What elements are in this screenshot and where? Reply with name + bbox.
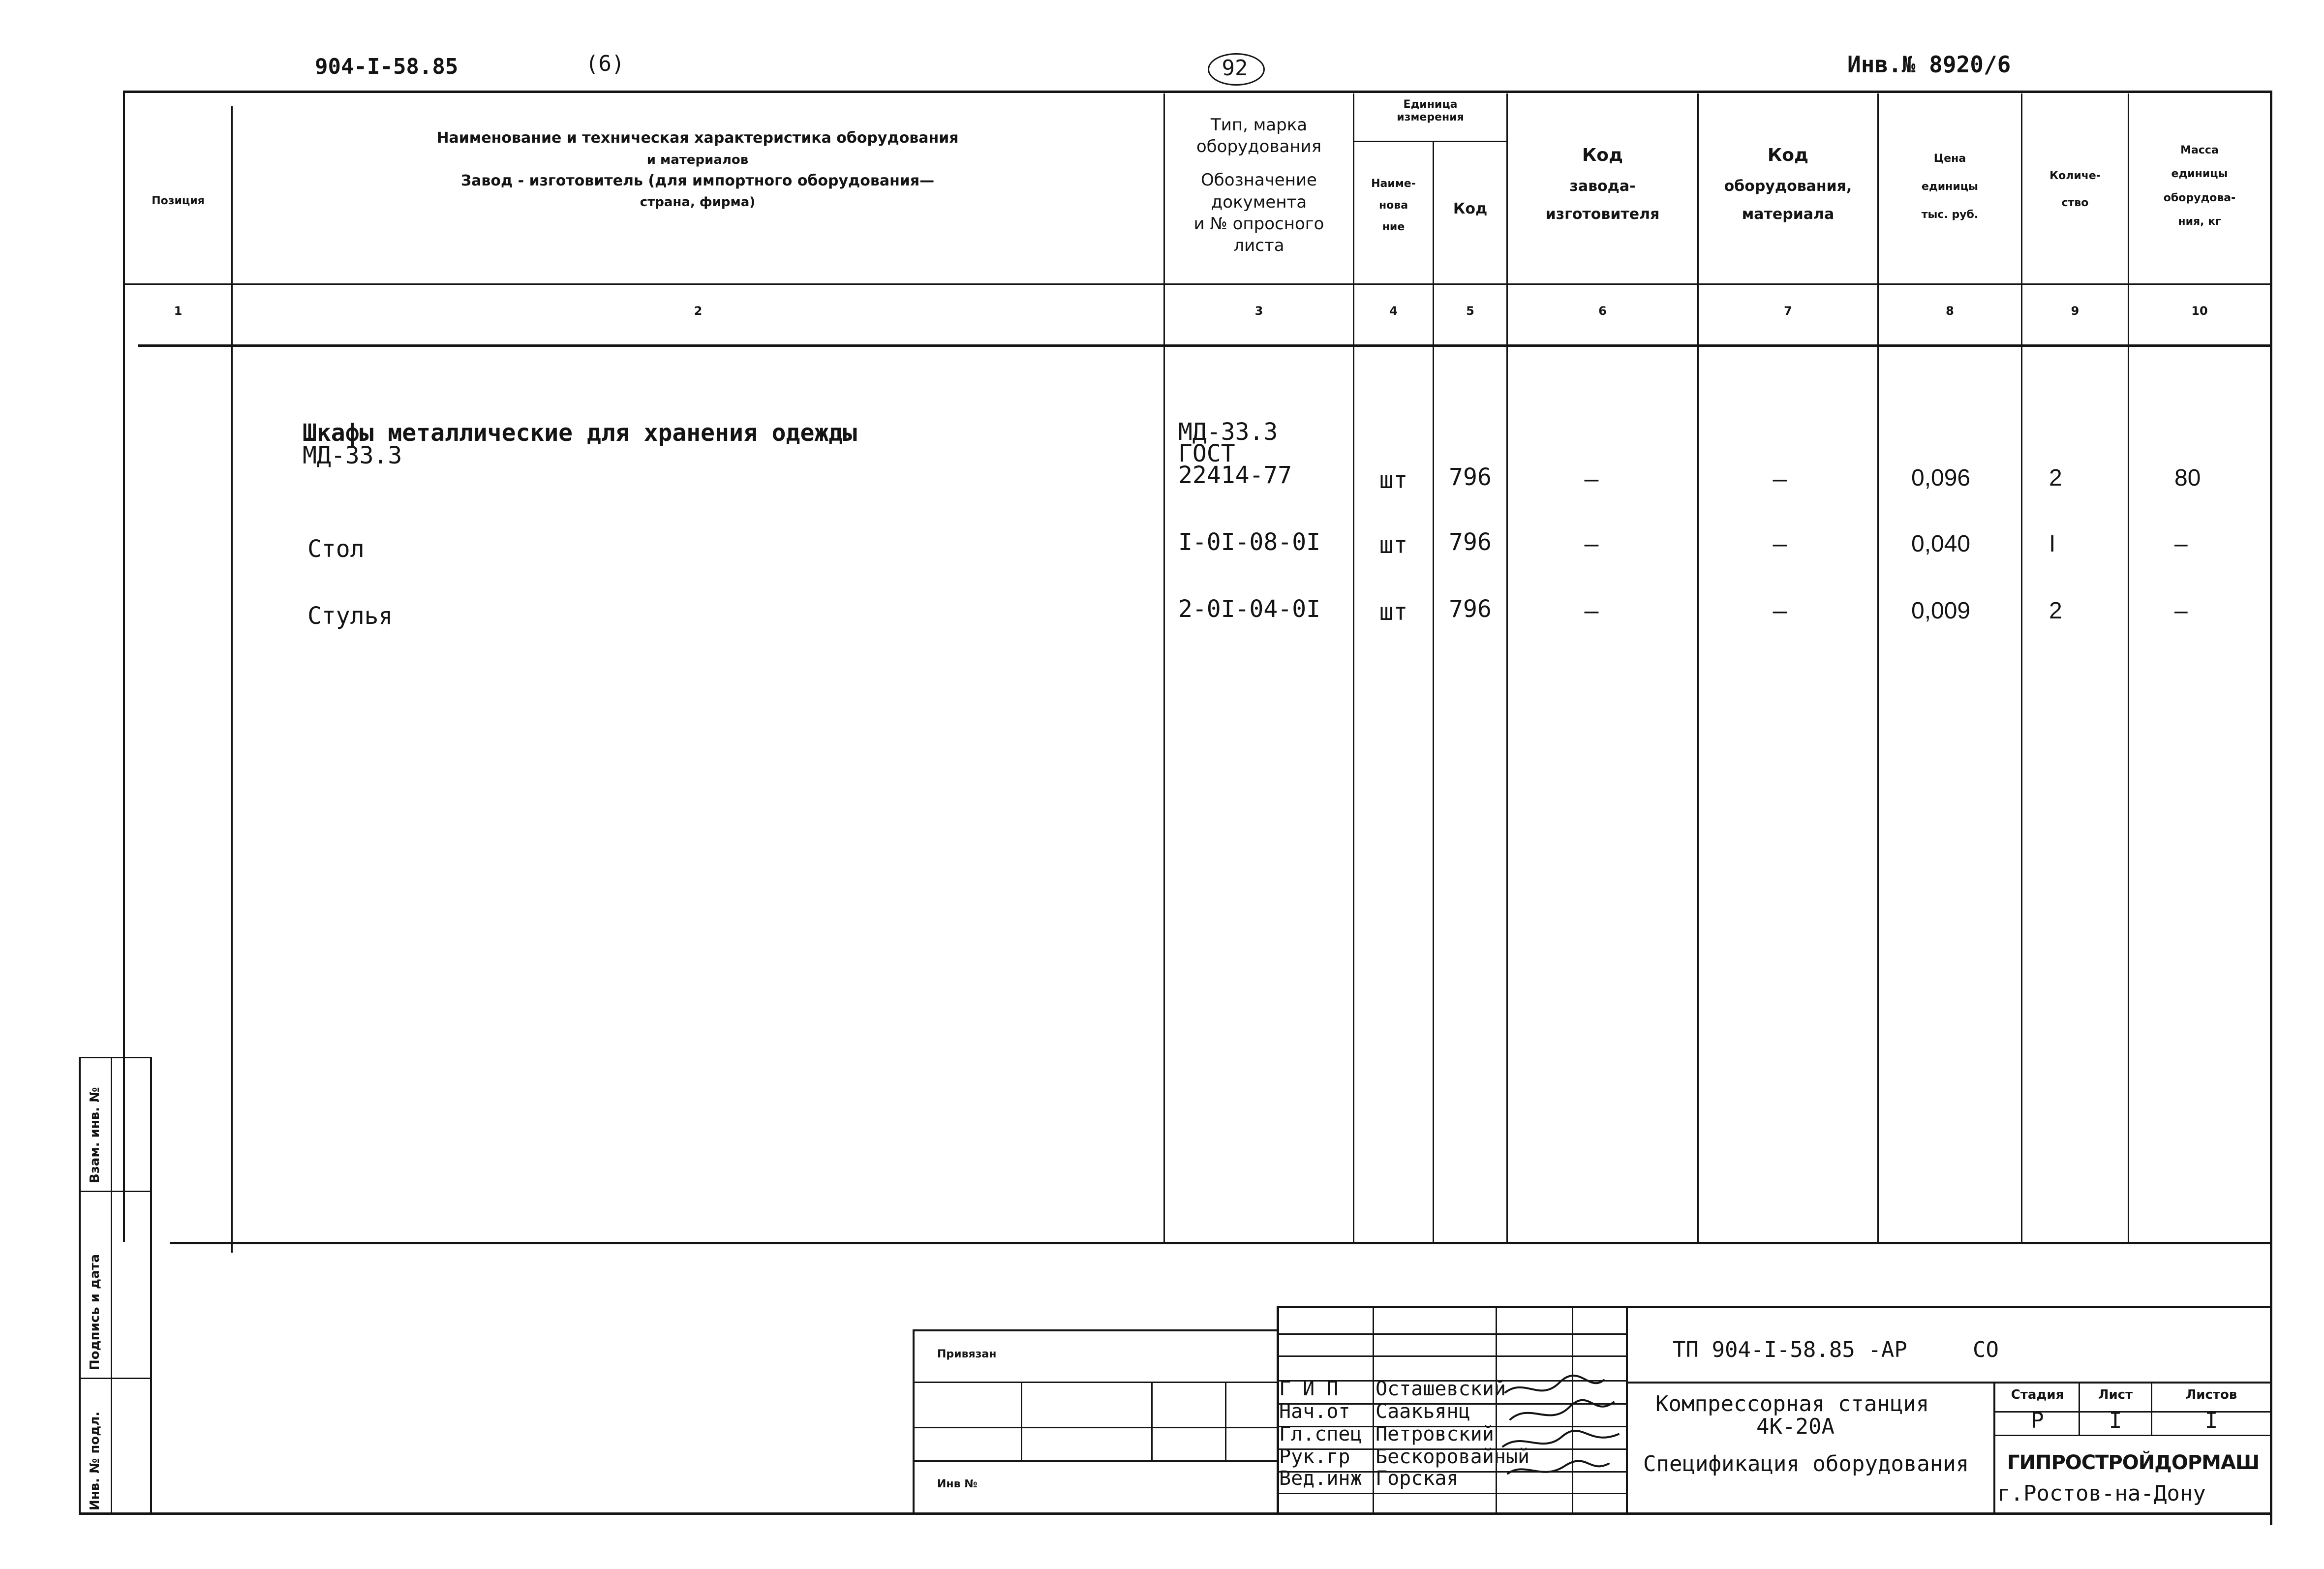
row-2-doc: I-0I-08-0I xyxy=(1178,528,1320,556)
doc-title-col xyxy=(1993,1382,1995,1514)
row-2-material: – xyxy=(1773,530,1787,558)
side-stamp-line xyxy=(79,1378,152,1379)
row-3-price: 0,009 xyxy=(1911,598,1971,624)
column-divider xyxy=(2021,93,2022,1242)
privyazan-inv-label: Инв № xyxy=(937,1478,978,1490)
row-1-factory: – xyxy=(1584,465,1599,493)
table-top-border xyxy=(123,91,2272,93)
header-unit-name-line3: ние xyxy=(1382,221,1405,233)
sheets-value: I xyxy=(2204,1408,2218,1433)
column-divider xyxy=(1877,93,1879,1242)
privyazan-col xyxy=(1225,1382,1226,1460)
name-ostashevsky: Осташевский xyxy=(1376,1378,1506,1400)
role-gl-spec: Гл.спец xyxy=(1279,1423,1362,1446)
row-1-doc-line2: ГОСТ xyxy=(1178,440,1235,467)
header-type-line1: Тип, марка xyxy=(1210,115,1308,135)
header-name-line3: Завод - изготовитель (для импортного оборудования— xyxy=(460,172,935,189)
header-factory-line2: завода- xyxy=(1569,178,1636,195)
header-price-line3: тыс. руб. xyxy=(1921,209,1979,221)
header-mass-line1: Масса xyxy=(2180,144,2219,156)
document-code: 904-I-58.85 xyxy=(315,54,459,79)
column-number: 3 xyxy=(1254,304,1263,318)
side-stamp-top xyxy=(79,1057,152,1058)
header-material-line2: оборудования, xyxy=(1724,178,1852,195)
header-quantity xyxy=(2022,162,2128,216)
row-2-unit: шт xyxy=(1379,531,1408,559)
inventory-number: Инв.№ 8920/6 xyxy=(1847,51,2011,78)
header-unit xyxy=(1354,98,1506,124)
side-stamp-line xyxy=(79,1191,152,1192)
privyazan-top xyxy=(913,1329,1277,1331)
header-unit-line2: измерения xyxy=(1397,111,1464,124)
frame-inner-left xyxy=(150,1057,152,1514)
designation-code: СО xyxy=(1973,1337,1999,1362)
row-1-name-line1: Шкафы металлические для хранения одежды xyxy=(303,419,857,447)
row-3-qty: 2 xyxy=(2049,598,2062,624)
row-1-unit: шт xyxy=(1379,466,1408,494)
title-block-top xyxy=(1277,1306,2272,1308)
privyazan-row xyxy=(913,1382,1277,1383)
title-block-row xyxy=(1277,1355,1628,1357)
stage-value: Р xyxy=(2031,1408,2044,1433)
row-2-mass: – xyxy=(2174,531,2188,557)
colnum-separator xyxy=(138,344,2272,347)
frame-bottom xyxy=(79,1512,2272,1515)
column-number: 1 xyxy=(174,304,183,318)
column-divider xyxy=(1697,93,1699,1242)
row-2-price: 0,040 xyxy=(1911,531,1971,557)
name-saakyants: Саакьянц xyxy=(1376,1400,1470,1423)
signatures xyxy=(1496,1373,1628,1506)
header-mass xyxy=(2129,139,2270,234)
unit-subheader-line xyxy=(1353,141,1508,142)
row-1-name-line2: МД-33.3 xyxy=(303,442,402,469)
header-type-line2: оборудования xyxy=(1196,137,1322,157)
row-1-code: 796 xyxy=(1449,463,1492,491)
row-1-material: – xyxy=(1773,465,1787,493)
designation-separator xyxy=(1626,1382,2272,1384)
object-name-line2: 4К-20А xyxy=(1756,1414,1835,1439)
column-number: 10 xyxy=(2191,304,2208,318)
row-3-unit: шт xyxy=(1379,598,1408,626)
title-block-col xyxy=(1373,1306,1374,1514)
header-position: Позиция xyxy=(152,195,205,207)
header-factory-line3: изготовителя xyxy=(1545,206,1660,223)
privyazan-col xyxy=(1021,1382,1022,1460)
row-2-name: Стол xyxy=(307,535,365,563)
privyazan-col xyxy=(1151,1382,1153,1460)
row-2-code: 796 xyxy=(1449,528,1492,556)
role-ruk-gr: Рук.гр xyxy=(1279,1446,1350,1468)
column-divider xyxy=(231,106,233,1253)
row-1-doc-line3: 22414-77 xyxy=(1178,461,1292,489)
column-divider xyxy=(1353,93,1354,1242)
header-mass-line4: ния, кг xyxy=(2178,215,2221,228)
table-left-border xyxy=(123,91,125,1242)
role-gip: Г И П xyxy=(1279,1378,1339,1400)
header-price xyxy=(1879,145,2021,229)
side-stamp-divider xyxy=(111,1057,112,1514)
column-number: 9 xyxy=(2071,304,2079,318)
designation: ТП 904-I-58.85 -АР xyxy=(1673,1337,1907,1362)
signature-scribble xyxy=(1505,1376,1604,1392)
column-number: 4 xyxy=(1389,304,1398,318)
organization-city: г.Ростов-на-Дону xyxy=(1997,1481,2206,1506)
signature-scribble xyxy=(1508,1461,1609,1474)
header-factory-line1: Код xyxy=(1582,145,1623,165)
row-3-code: 796 xyxy=(1449,595,1492,623)
name-petrovsky: Петровский xyxy=(1376,1423,1494,1446)
column-divider xyxy=(1506,93,1508,1242)
name-beskorovayny: Бескоровайный xyxy=(1376,1446,1530,1468)
role-ved-inzh: Вед.инж xyxy=(1279,1467,1362,1490)
header-doc-line4: листа xyxy=(1233,235,1284,255)
side-stamp-podpis: Подпись и дата xyxy=(88,1254,102,1370)
column-number: 7 xyxy=(1784,304,1792,318)
header-material-line3: материала xyxy=(1742,206,1835,223)
stage-label: Стадия xyxy=(2011,1387,2064,1402)
header-unit-line1: Единица xyxy=(1403,98,1458,111)
header-quantity-line1: Количе- xyxy=(2049,170,2101,182)
header-doc-line3: и № опросного xyxy=(1193,214,1324,234)
page-number: 92 xyxy=(1222,56,1248,81)
signature-scribble xyxy=(1510,1400,1614,1419)
row-3-factory: – xyxy=(1584,597,1599,625)
role-nach-otd: Нач.от xyxy=(1279,1400,1350,1423)
table-bottom-line xyxy=(170,1242,2272,1244)
header-unit-name xyxy=(1354,173,1433,238)
table-right-border xyxy=(2270,91,2272,1525)
header-name-line4: страна, фирма) xyxy=(640,195,756,210)
stage-row xyxy=(1993,1435,2272,1436)
organization-name: ГИПРОСТРОЙДОРМАШ xyxy=(2007,1451,2260,1474)
header-material-line1: Код xyxy=(1767,145,1809,165)
row-2-qty: I xyxy=(2049,531,2056,557)
header-doc-line2: документа xyxy=(1211,192,1307,212)
privyazan-row xyxy=(913,1460,1277,1462)
sheets-label: Листов xyxy=(2185,1387,2237,1402)
header-separator xyxy=(123,283,2272,285)
row-3-name: Стулья xyxy=(307,602,393,630)
row-2-factory: – xyxy=(1584,530,1599,558)
document-title: Спецификация оборудования xyxy=(1643,1451,1969,1477)
side-stamp-vzam: Взам. инв. № xyxy=(88,1087,102,1183)
column-number: 5 xyxy=(1466,304,1474,318)
side-stamp-outer xyxy=(79,1057,81,1514)
privyazan-label: Привязан xyxy=(937,1348,997,1360)
header-unit-name-line2: нова xyxy=(1378,199,1408,212)
header-doc-line1: Обозначение xyxy=(1201,170,1317,190)
column-number: 8 xyxy=(1946,304,1954,318)
column-divider xyxy=(2128,93,2129,1242)
header-material-code xyxy=(1699,139,1877,228)
sheet-value: I xyxy=(2109,1408,2122,1433)
object-name-line1: Компрессорная станция xyxy=(1655,1391,1929,1416)
header-mass-line2: единицы xyxy=(2171,168,2228,181)
sheet-label: Лист xyxy=(2098,1387,2133,1402)
name-gorskaya: Горская xyxy=(1376,1467,1459,1490)
column-number: 6 xyxy=(1598,304,1607,318)
header-name-line2: и материалов xyxy=(646,152,749,167)
title-block-row xyxy=(1277,1333,1628,1335)
column-number: 2 xyxy=(694,304,703,318)
header-price-line2: единицы xyxy=(1922,181,1978,193)
row-3-material: – xyxy=(1773,597,1787,625)
row-1-price: 0,096 xyxy=(1911,465,1971,491)
header-quantity-line2: ство xyxy=(2061,197,2089,209)
row-1-doc-line1: МД-33.3 xyxy=(1178,418,1278,446)
header-unit-code: Код xyxy=(1453,200,1488,217)
column-divider xyxy=(1163,93,1165,1242)
signature-scribble xyxy=(1503,1431,1619,1446)
header-price-line1: Цена xyxy=(1933,153,1966,165)
privyazan-left xyxy=(913,1329,915,1514)
sheet-marker: (6) xyxy=(585,51,625,76)
row-1-mass: 80 xyxy=(2174,465,2201,491)
header-name-line1: Наименование и техническая характеристика оборудования xyxy=(436,129,959,147)
row-3-mass: – xyxy=(2174,598,2188,624)
row-3-doc: 2-0I-04-0I xyxy=(1178,595,1320,623)
header-factory-code xyxy=(1508,139,1697,228)
header-name xyxy=(233,127,1162,213)
row-1-qty: 2 xyxy=(2049,465,2062,491)
header-mass-line3: оборудова- xyxy=(2163,191,2236,204)
header-unit-name-line1: Наиме- xyxy=(1371,178,1416,190)
privyazan-row xyxy=(913,1427,1277,1428)
side-stamp-inv-podl: Инв. № подл. xyxy=(88,1411,102,1510)
header-type xyxy=(1165,114,1353,256)
